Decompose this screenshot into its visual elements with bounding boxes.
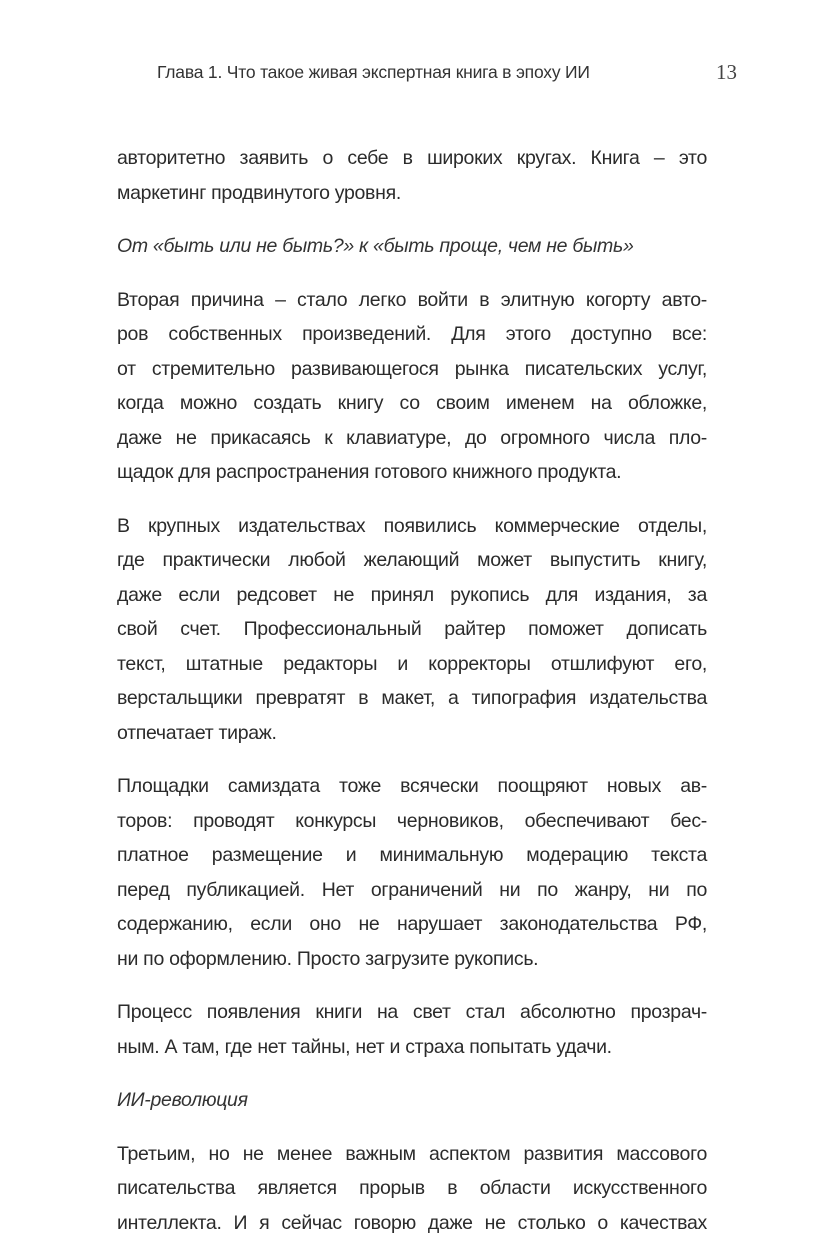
text-line: где практически любой желающий может выпустить книгу, <box>117 549 707 571</box>
text-line: даже не прикасаясь к клавиатуре, до огромного числа пло- <box>117 426 707 449</box>
page-number: 13 <box>716 60 737 84</box>
paragraph <box>117 141 707 210</box>
text-line: ни по оформлению. Просто загрузите рукопись. <box>117 947 539 970</box>
text-line: интеллекта. И я сейчас говорю даже не столько о качествах <box>117 1211 707 1234</box>
text-line: перед публикацией. Нет ограничений ни по жанру, ни по <box>117 878 707 901</box>
paragraph <box>117 283 707 490</box>
text-line: даже если редсовет не принял рукопись для издания, за <box>117 583 707 606</box>
text-line: В крупных издательствах появились коммерческие отделы, <box>117 514 707 537</box>
text-line: ров собственных произведений. Для этого доступно все: <box>117 323 707 345</box>
paragraph <box>117 995 707 1064</box>
paragraph <box>117 769 707 976</box>
paragraph <box>117 1137 707 1241</box>
text-line: ным. А там, где нет тайны, нет и страха попытать удачи. <box>117 1035 612 1058</box>
section-subheading <box>117 229 707 264</box>
running-title: Глава 1. Что такое живая экспертная книга в эпоху ИИ <box>157 62 590 82</box>
text-line: Третьим, но не менее важным аспектом развития массового <box>117 1142 707 1165</box>
text-line: платное размещение и минимальную модерацию текста <box>117 844 707 866</box>
page-header <box>117 60 737 90</box>
text-line: от стремительно развивающегося рынка писательских услуг, <box>117 357 707 380</box>
page-body <box>117 141 707 1259</box>
text-line: свой счет. Профессиональный райтер поможет дописать <box>117 618 707 640</box>
text-line: Процесс появления книги на свет стал абсолютно прозрач- <box>117 1001 707 1023</box>
text-line: когда можно создать книгу со своим именем на обложке, <box>117 392 707 414</box>
text-line: верстальщики превратят в макет, а типография издательства <box>117 687 707 709</box>
text-line: авторитетно заявить о себе в широких кругах. Книга – это <box>117 147 707 169</box>
text-line: содержанию, если оно не нарушает законодательства РФ, <box>117 913 707 935</box>
text-line: ИИ-революция <box>117 1089 248 1111</box>
text-line: торов: проводят конкурсы черновиков, обеспечивают бес- <box>117 809 707 832</box>
text-line: Площадки самиздата тоже всячески поощряют новых ав- <box>117 775 707 797</box>
text-line: писательства является прорыв в области искусственного <box>117 1177 707 1199</box>
paragraph <box>117 509 707 751</box>
text-line: текст, штатные редакторы и корректоры отшлифуют его, <box>117 652 707 675</box>
section-subheading <box>117 1083 707 1118</box>
text-line: отпечатает тираж. <box>117 721 277 744</box>
text-line: щадок для распространения готового книжного продукта. <box>117 461 622 483</box>
text-line: Вторая причина – стало легко войти в элитную когорту авто- <box>117 288 707 311</box>
text-line: От «быть или не быть?» к «быть проще, чем не быть» <box>117 235 634 257</box>
text-line: маркетинг продвинутого уровня. <box>117 181 401 204</box>
